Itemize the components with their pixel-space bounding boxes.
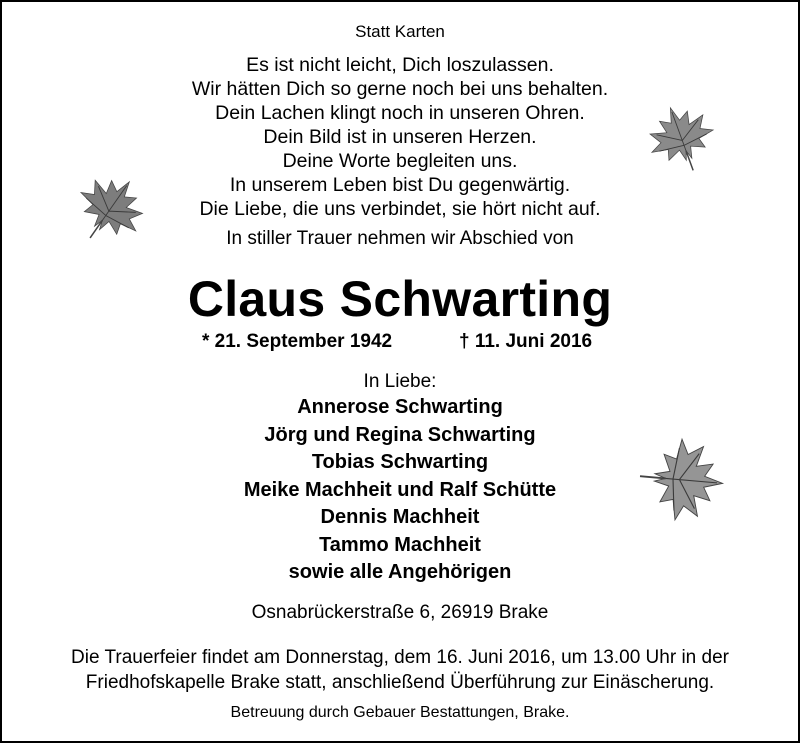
poem-line: Wir hätten Dich so gerne noch bei uns behalten. xyxy=(191,78,609,100)
poem-line: Dein Lachen klingt noch in unseren Ohren. xyxy=(215,102,585,124)
mourner-name: Tobias Schwarting xyxy=(311,451,489,473)
mourner-name: Dennis Machheit xyxy=(320,506,480,528)
undertaker-credit: Betreuung durch Gebauer Bestattungen, Brake. xyxy=(230,704,570,721)
ceremony-info xyxy=(2,645,798,695)
deceased-name: Claus Schwarting xyxy=(187,271,613,327)
poem-line: In unserem Leben bist Du gegenwärtig. xyxy=(229,174,571,196)
poem-line: Es ist nicht leicht, Dich loszulassen. xyxy=(246,54,554,76)
poem-line: Deine Worte begleiten uns. xyxy=(282,150,518,172)
life-dates xyxy=(2,331,798,355)
death-date: † 11. Juni 2016 xyxy=(459,331,593,352)
intro-text: In stiller Trauer nehmen wir Abschied von xyxy=(226,228,574,249)
poem-line: Dein Bild ist in unseren Herzen. xyxy=(263,126,537,148)
in-love-label: In Liebe: xyxy=(363,371,437,392)
ceremony-line: Friedhofskapelle Brake statt, anschließend Überführung zur Einäscherung. xyxy=(85,672,715,693)
header-text: Statt Karten xyxy=(355,22,445,41)
mourner-name: Annerose Schwarting xyxy=(297,396,503,418)
mourner-name: Jörg und Regina Schwarting xyxy=(264,423,536,446)
mourner-name: Tammo Machheit xyxy=(319,533,481,556)
poem-line: Die Liebe, die uns verbindet, sie hört nicht auf. xyxy=(199,198,601,220)
birth-date: * 21. September 1942 xyxy=(202,331,393,352)
ceremony-line: Die Trauerfeier findet am Donnerstag, dem 16. Juni 2016, um 13.00 Uhr in der xyxy=(71,647,729,668)
mourner-name: Meike Machheit und Ralf Schütte xyxy=(243,478,557,501)
poem xyxy=(2,53,798,221)
mourner-name: sowie alle Angehörigen xyxy=(288,561,512,583)
address: Osnabrückerstraße 6, 26919 Brake xyxy=(251,602,549,623)
mourners-list xyxy=(2,394,798,587)
